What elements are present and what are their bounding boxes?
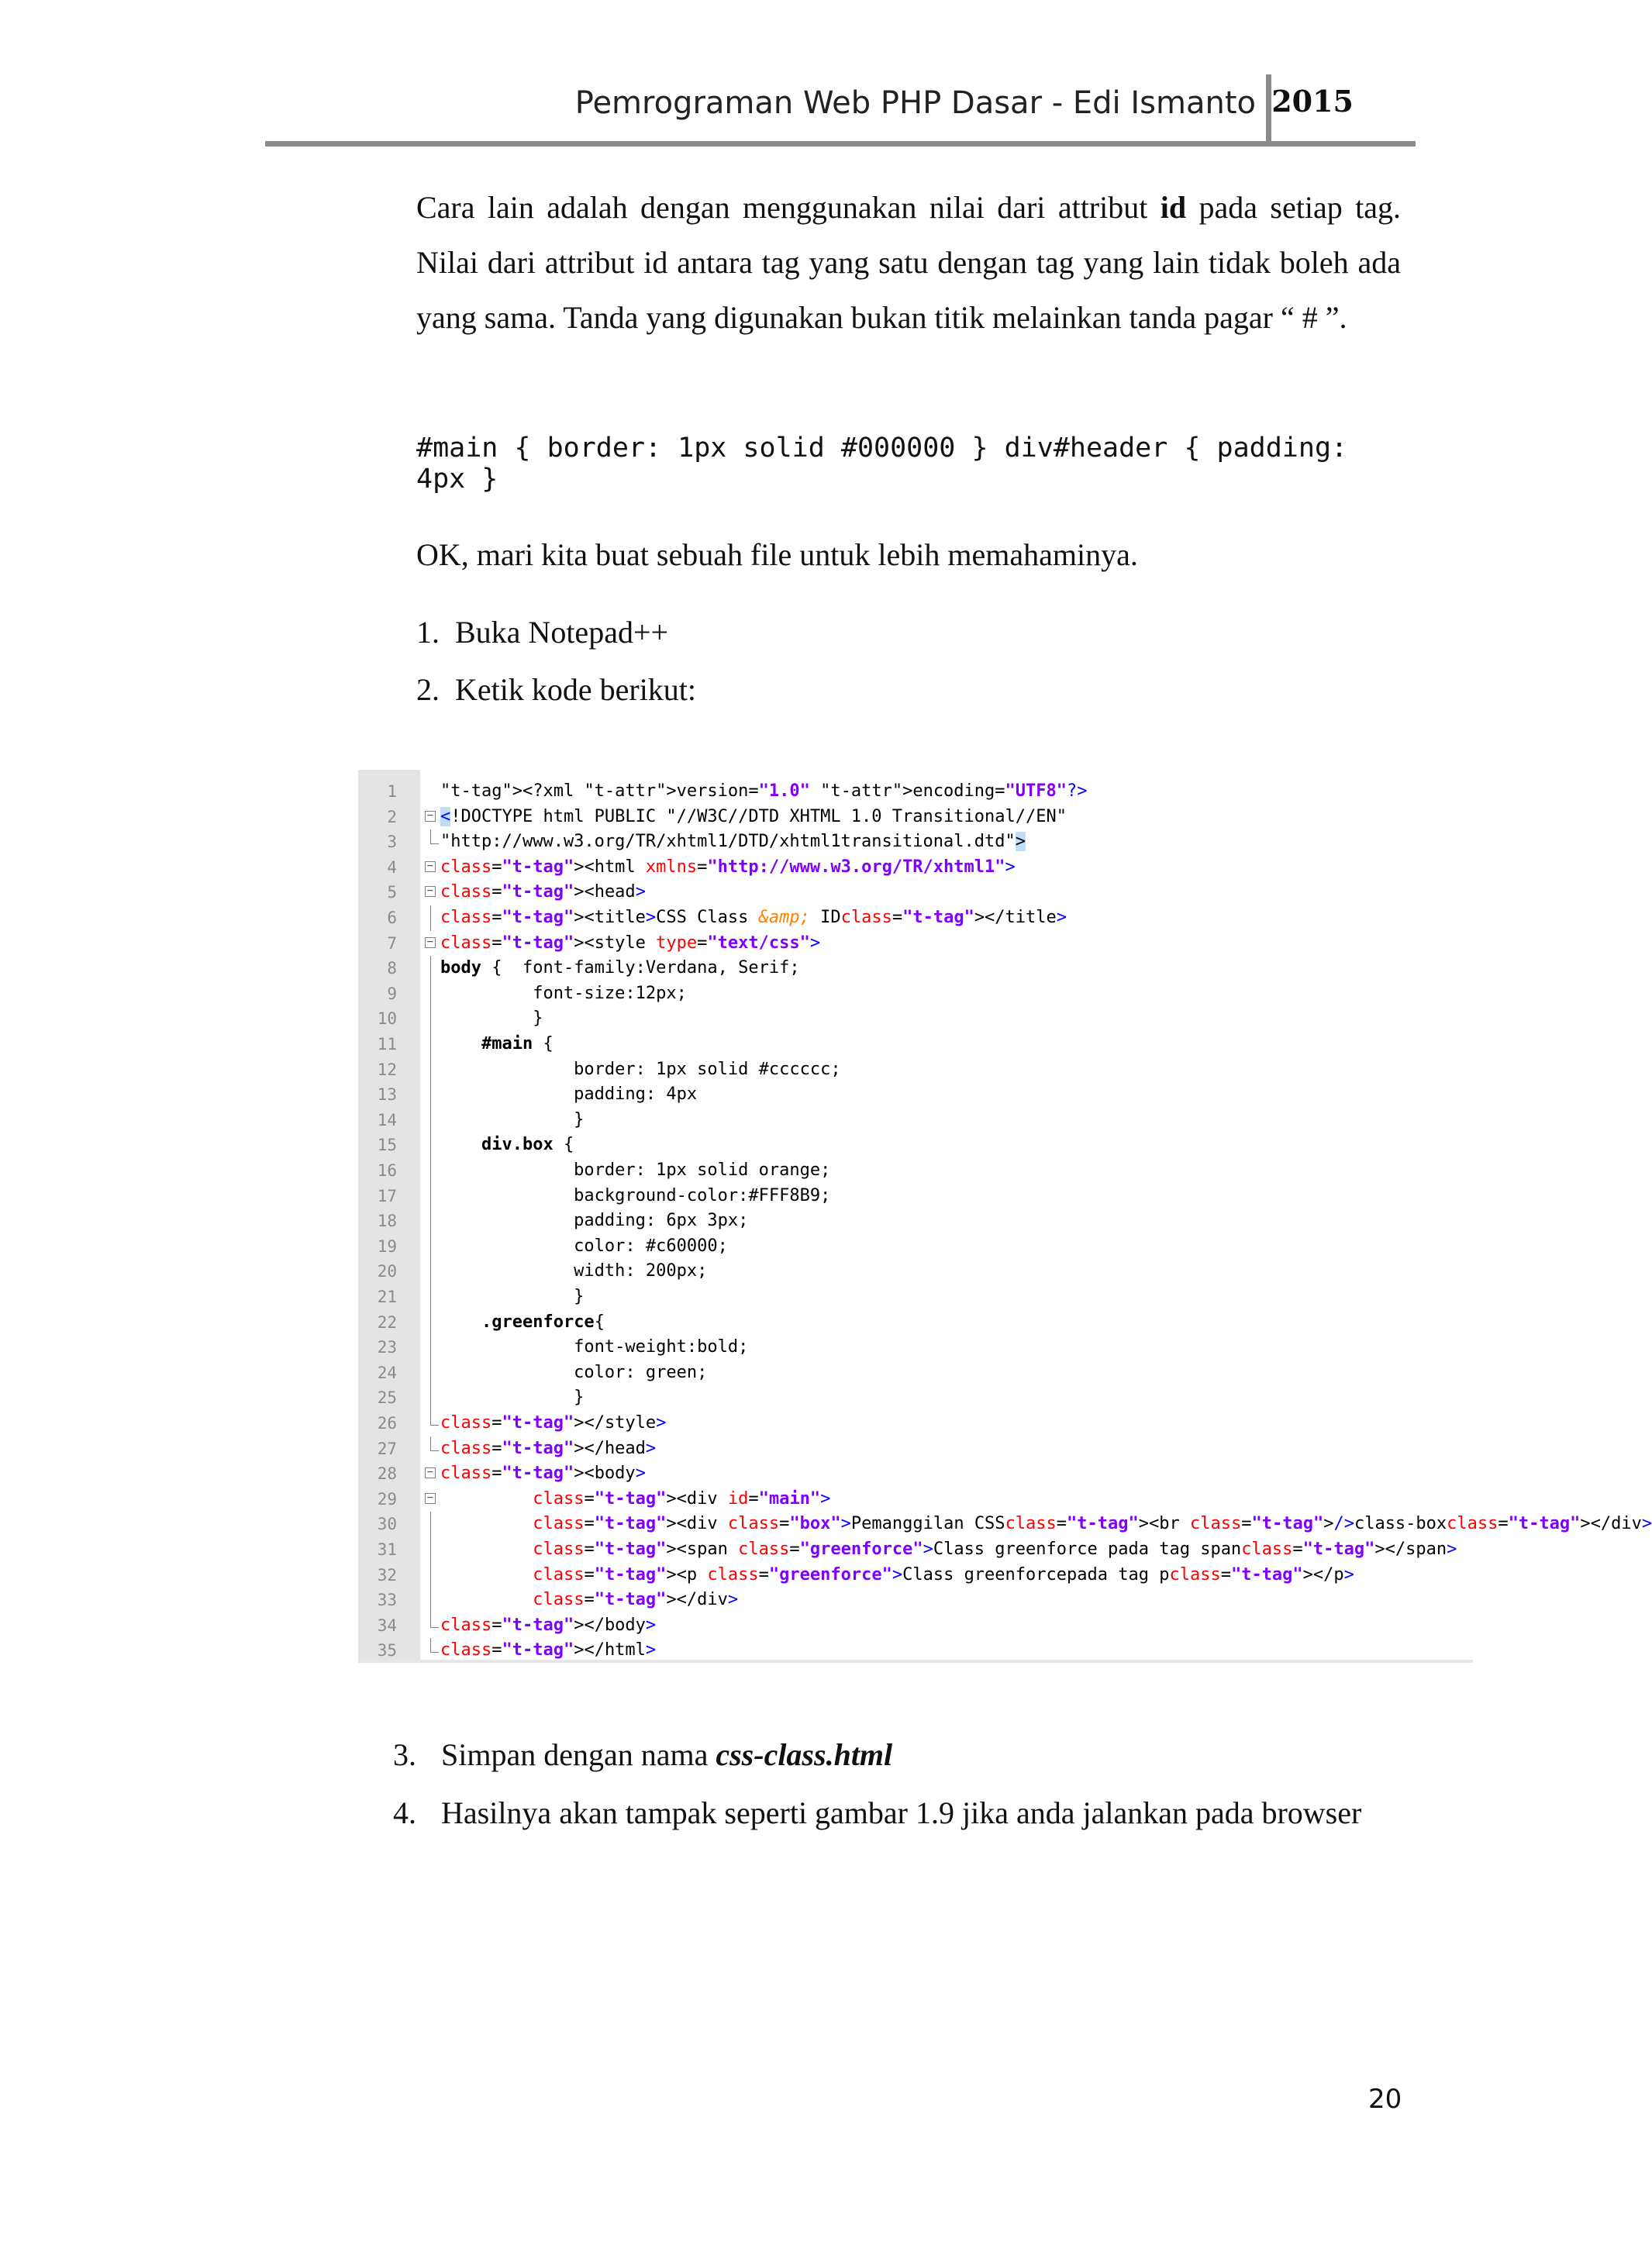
code-text: font-size:12px;: [440, 983, 687, 1003]
code-line: [358, 1108, 1473, 1133]
fold-guide-line: [430, 1057, 431, 1083]
code-text: .greenforce{: [481, 1312, 605, 1332]
code-line: [358, 1082, 1473, 1108]
fold-end-marker: [430, 829, 439, 844]
line-number: 30: [377, 1515, 397, 1534]
code-text: <!DOCTYPE html PUBLIC "//W3C//DTD XHTML 1.0 Transitional//EN": [440, 806, 1067, 826]
line-number: 6: [387, 909, 397, 927]
fold-toggle-icon[interactable]: −: [425, 886, 436, 897]
line-number: 29: [377, 1489, 397, 1509]
fold-guide-line: [430, 905, 431, 931]
header-separator: [1266, 74, 1271, 141]
code-text: "http://www.w3.org/TR/xhtml1/DTD/xhtml1transitional.dtd">: [440, 832, 1026, 852]
fold-guide-line: [430, 1184, 431, 1209]
code-line: [358, 1032, 1473, 1057]
fold-end-marker: [430, 1638, 439, 1653]
code-text: width: 200px;: [440, 1261, 708, 1281]
line-number: 2: [387, 807, 397, 826]
page-header: [265, 74, 1416, 147]
code-line: [358, 805, 1473, 830]
line-number: 9: [387, 984, 397, 1003]
code-text: border: 1px solid #cccccc;: [440, 1059, 841, 1079]
code-line: [358, 880, 1473, 905]
line-number: 16: [377, 1161, 397, 1180]
code-line: [358, 1613, 1473, 1639]
book-title: Pemrograman Web PHP Dasar - Edi Ismanto: [574, 85, 1256, 121]
step-1: [416, 614, 669, 650]
fold-end-marker: [430, 1411, 439, 1426]
line-number: 35: [377, 1641, 397, 1660]
line-number: 24: [377, 1363, 397, 1382]
line-number: 27: [377, 1439, 397, 1458]
code-text: color: #c60000;: [440, 1236, 728, 1256]
code-line: [358, 1259, 1473, 1285]
step-text-before: Simpan dengan nama: [441, 1737, 716, 1772]
code-text: #main {: [481, 1034, 554, 1054]
intro-text-after: pada setiap tag. Nilai dari attribut id antara tag yang satu dengan tag yang lain tidak boleh ada yang sama. Tanda yang digunakan bukan titik melainkan tanda pagar “ # ”.: [416, 190, 1401, 335]
line-number: 32: [377, 1565, 397, 1585]
line-number: 12: [377, 1060, 397, 1079]
step-text: Ketik kode berikut:: [455, 672, 697, 707]
code-line: [358, 1638, 1473, 1664]
fold-guide-line: [430, 1006, 431, 1032]
line-number: 21: [377, 1288, 397, 1306]
code-line: [358, 1436, 1473, 1462]
fold-guide-line: [430, 1335, 431, 1360]
code-line: [358, 1057, 1473, 1083]
code-text: body { font-family:Verdana, Serif;: [440, 958, 800, 978]
code-line: [358, 1310, 1473, 1336]
fold-toggle-icon[interactable]: −: [425, 861, 436, 872]
code-line: [358, 1512, 1652, 1537]
code-line: [358, 1285, 1473, 1310]
code-text: padding: 4px: [440, 1085, 698, 1105]
code-text: class="t-tag"><head>: [440, 882, 646, 902]
code-text: padding: 6px 3px;: [440, 1211, 749, 1231]
step-4: [393, 1795, 1362, 1831]
code-line: [358, 981, 1473, 1007]
code-text: color: green;: [440, 1362, 708, 1382]
line-number: 7: [387, 933, 397, 953]
code-text: "t-tag"><?xml "t-attr">version="1.0" "t-attr">encoding="UTF8"?>: [440, 781, 1088, 801]
fold-end-marker: [430, 1613, 439, 1628]
line-number: 17: [377, 1186, 397, 1205]
code-text: }: [440, 1287, 585, 1306]
code-text: }: [440, 1009, 543, 1029]
code-line: [358, 779, 1473, 805]
line-number: 13: [377, 1085, 397, 1105]
code-line: [358, 905, 1473, 931]
code-text: }: [440, 1109, 585, 1129]
line-number: 28: [377, 1464, 397, 1484]
code-line: [358, 1537, 1473, 1563]
code-text: class="t-tag"><html xmlns="http://www.w3.org/TR/xhtml1">: [440, 857, 1016, 877]
code-text: class="t-tag"><body>: [440, 1464, 646, 1484]
code-line: [358, 829, 1473, 855]
line-number: 26: [377, 1414, 397, 1433]
code-line: [358, 1563, 1473, 1588]
code-line: [358, 1158, 1473, 1184]
line-number: 33: [377, 1591, 397, 1610]
fold-toggle-icon[interactable]: −: [425, 1467, 436, 1478]
page-number: 20: [1368, 2084, 1402, 2115]
code-line: [358, 1335, 1473, 1360]
line-number: 11: [377, 1035, 397, 1054]
code-text: border: 1px solid orange;: [440, 1160, 831, 1180]
code-text: class="t-tag"><span class="greenforce">Class greenforce pada tag spanclass="t-tag"></span>: [533, 1540, 1457, 1559]
code-text: class="t-tag"></html>: [440, 1640, 657, 1660]
code-line: [358, 1487, 1473, 1512]
code-text: class="t-tag"><div class="box">Pemanggilan CSSclass="t-tag"><br class="t-tag">/>class-boxclass="t-tag"></div>: [533, 1514, 1652, 1534]
line-number: 1: [387, 782, 397, 801]
step-text: [441, 1736, 892, 1773]
line-number: 18: [377, 1212, 397, 1231]
line-number: 14: [377, 1110, 397, 1129]
fold-guide-line: [430, 1563, 431, 1588]
header-year: 2015: [1271, 84, 1354, 119]
line-number: 20: [377, 1262, 397, 1281]
line-number: 22: [377, 1312, 397, 1332]
line-number: 19: [377, 1236, 397, 1256]
code-line: [358, 1385, 1473, 1411]
line-number: 10: [377, 1009, 397, 1029]
line-number: 34: [377, 1616, 397, 1635]
line-number: 4: [387, 857, 397, 877]
fold-guide-line: [430, 1108, 431, 1133]
step-text: Hasilnya akan tampak seperti gambar 1.9 jika anda jalankan pada browser: [441, 1795, 1362, 1830]
code-line: [358, 931, 1473, 957]
code-text: div.box {: [481, 1135, 574, 1155]
fold-guide-line: [430, 1234, 431, 1260]
step-number: 2.: [416, 672, 440, 707]
fold-guide-line: [430, 1209, 431, 1234]
fold-guide-line: [430, 1032, 431, 1057]
code-line: [358, 855, 1473, 881]
filename-emphasis: css-class.html: [716, 1737, 893, 1772]
fold-toggle-icon[interactable]: −: [425, 937, 436, 948]
step-number: 1.: [416, 615, 440, 650]
code-text: font-weight:bold;: [440, 1337, 749, 1357]
fold-guide-line: [430, 1133, 431, 1158]
line-number: 25: [377, 1388, 397, 1408]
code-text: }: [440, 1388, 585, 1408]
fold-guide-line: [430, 1537, 431, 1563]
code-editor-screenshot: [358, 770, 1652, 1663]
intro-text-before: Cara lain adalah dengan menggunakan nilai dari attribut: [416, 190, 1161, 225]
fold-guide-line: [430, 1310, 431, 1336]
code-text: class="t-tag"><title>CSS Class &amp; IDclass="t-tag"></title>: [440, 908, 1067, 927]
fold-guide-line: [430, 1082, 431, 1108]
fold-guide-line: [430, 1588, 431, 1613]
step-number: 3.: [393, 1737, 416, 1772]
code-line: [358, 1184, 1473, 1209]
code-line: [358, 1006, 1473, 1032]
fold-toggle-icon[interactable]: −: [425, 811, 436, 822]
code-text: background-color:#FFF8B9;: [440, 1185, 831, 1205]
code-line: [358, 1209, 1473, 1234]
step-2: [416, 671, 697, 708]
fold-guide-line: [430, 981, 431, 1007]
code-text: class="t-tag"><p class="greenforce">Class greenforcepada tag pclass="t-tag"></p>: [533, 1564, 1354, 1585]
fold-end-marker: [430, 1436, 439, 1451]
fold-guide-line: [430, 1285, 431, 1310]
line-number: 15: [377, 1136, 397, 1155]
code-text: class="t-tag"><style type="text/css">: [440, 933, 821, 953]
step-number: 4.: [393, 1795, 416, 1830]
intro-paragraph: [416, 180, 1401, 345]
fold-guide-line: [430, 1259, 431, 1285]
code-line: [358, 1133, 1473, 1158]
line-number: 23: [377, 1338, 397, 1357]
ok-line: OK, mari kita buat sebuah file untuk lebih memahaminya.: [416, 537, 1138, 572]
code-line: [358, 1234, 1473, 1260]
fold-guide-line: [430, 1360, 431, 1386]
fold-guide-line: [430, 956, 431, 981]
inline-code-example: #main { border: 1px solid #000000 } div#header { padding: 4px }: [416, 433, 1364, 495]
code-line: [358, 956, 1473, 981]
line-number: 31: [377, 1540, 397, 1559]
code-line: [358, 1360, 1473, 1386]
fold-guide-line: [430, 1512, 431, 1537]
code-line: [358, 1411, 1473, 1436]
line-number: 3: [387, 833, 397, 852]
line-number: 5: [387, 883, 397, 902]
code-text: class="t-tag"></div>: [533, 1590, 739, 1610]
code-text: class="t-tag"></body>: [440, 1615, 657, 1635]
code-text: class="t-tag"></head>: [440, 1438, 657, 1458]
fold-guide-line: [430, 1385, 431, 1411]
fold-guide-line: [430, 1158, 431, 1184]
code-line: [358, 1588, 1473, 1613]
line-number: 8: [387, 959, 397, 978]
code-line: [358, 1461, 1473, 1487]
intro-bold-word: id: [1160, 190, 1187, 225]
code-text: class="t-tag"></style>: [440, 1413, 667, 1433]
step-text: Buka Notepad++: [455, 615, 669, 650]
fold-toggle-icon[interactable]: −: [425, 1493, 436, 1504]
code-text: class="t-tag"><div id="main">: [533, 1488, 831, 1509]
step-3: [393, 1736, 893, 1773]
